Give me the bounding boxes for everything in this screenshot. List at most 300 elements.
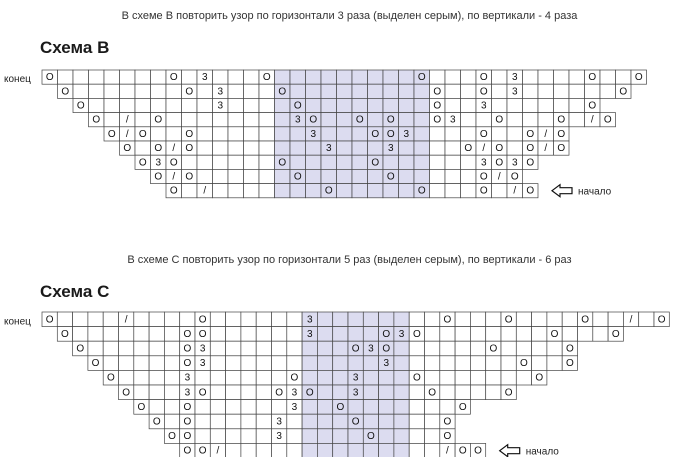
scheme-c-cell — [287, 443, 302, 457]
scheme-b-cell — [585, 84, 601, 98]
scheme-b-cell — [523, 113, 539, 127]
yarn-over-symbol: O — [91, 358, 100, 370]
scheme-c-cell — [302, 400, 317, 415]
scheme-c-cell — [639, 312, 654, 327]
scheme-b-cell — [461, 184, 477, 198]
scheme-c-cell — [363, 443, 378, 457]
scheme-c-cell — [302, 370, 317, 385]
scheme-c-cell — [241, 443, 256, 457]
scheme-b-cell — [461, 127, 477, 141]
scheme-c-cell — [210, 400, 225, 415]
scheme-c-cell — [226, 429, 241, 444]
scheme-c-cell — [317, 429, 332, 444]
scheme-c-cell — [425, 400, 440, 415]
scheme-c-cell — [470, 370, 485, 385]
yarn-over-symbol: O — [588, 100, 597, 112]
scheme-c-cell — [578, 327, 593, 342]
scheme-c-cell — [516, 327, 531, 342]
scheme-b-cell — [73, 70, 89, 84]
yarn-over-symbol: O — [351, 416, 360, 428]
scheme-b-cell — [321, 84, 337, 98]
scheme-c-cell — [363, 312, 378, 327]
scheme-c-cell — [608, 312, 623, 327]
yarn-over-symbol: O — [61, 86, 70, 98]
scheme-b-cell — [507, 113, 523, 127]
scheme-b-cell — [461, 70, 477, 84]
three-together-symbol: 3 — [352, 387, 359, 399]
scheme-c-cell — [363, 385, 378, 400]
yarn-over-symbol: O — [154, 114, 163, 126]
scheme-b-cell — [259, 127, 275, 141]
scheme-c-cell — [394, 443, 409, 457]
yarn-over-symbol: O — [443, 416, 452, 428]
yarn-over-symbol: O — [154, 143, 163, 155]
yarn-over-symbol: O — [198, 328, 207, 340]
scheme-c-cell — [348, 400, 363, 415]
scheme-b-cell — [197, 155, 213, 169]
scheme-b-cell — [290, 141, 306, 155]
scheme-b-cell — [399, 70, 415, 84]
scheme-c-cell — [532, 356, 547, 371]
scheme-c-cell — [287, 356, 302, 371]
scheme-c-cell — [425, 370, 440, 385]
scheme-c-cell — [532, 312, 547, 327]
scheme-c-cell — [317, 356, 332, 371]
scheme-b-cell — [476, 113, 492, 127]
scheme-b-cell — [120, 70, 136, 84]
scheme-b-cell — [337, 155, 353, 169]
yarn-over-symbol: O — [382, 343, 391, 355]
decrease-symbol: / — [172, 171, 176, 183]
scheme-c-cell — [470, 356, 485, 371]
scheme-b-cell — [554, 70, 570, 84]
scheme-b-cell — [166, 113, 182, 127]
scheme-b-cell — [228, 169, 244, 183]
scheme-c-cell — [532, 341, 547, 356]
scheme-b-cell — [430, 141, 446, 155]
scheme-b-cell — [569, 70, 585, 84]
yarn-over-symbol: O — [278, 157, 287, 169]
scheme-b-cell — [197, 141, 213, 155]
scheme-c-cell — [425, 356, 440, 371]
scheme-c-cell — [333, 327, 348, 342]
scheme-c-cell — [272, 443, 287, 457]
scheme-b-cell — [166, 127, 182, 141]
scheme-c-cell — [455, 370, 470, 385]
scheme-b-cell — [337, 169, 353, 183]
scheme-c-cell — [440, 327, 455, 342]
yarn-over-symbol: O — [504, 314, 513, 326]
yarn-over-symbol: O — [138, 157, 147, 169]
scheme-b-cell — [352, 169, 368, 183]
scheme-b-cell — [569, 98, 585, 112]
scheme-c-cell — [134, 341, 149, 356]
left-arrow-outline-icon — [552, 185, 572, 197]
scheme-b-chart — [4, 70, 647, 198]
scheme-c-cell — [333, 429, 348, 444]
scheme-c-cell — [394, 385, 409, 400]
scheme-b-cell — [213, 141, 229, 155]
yarn-over-symbol: O — [169, 157, 178, 169]
scheme-c-cell — [241, 341, 256, 356]
three-together-symbol: 3 — [383, 358, 390, 370]
decrease-symbol: / — [216, 445, 220, 457]
scheme-b-cell — [337, 84, 353, 98]
scheme-b-cell — [538, 70, 554, 84]
scheme-c-cell — [409, 341, 424, 356]
left-arrow-outline-icon — [500, 445, 520, 457]
yarn-over-symbol: O — [479, 185, 488, 197]
scheme-c-cell — [134, 385, 149, 400]
scheme-b-cell — [213, 169, 229, 183]
scheme-c-cell — [149, 370, 164, 385]
scheme-c-cell — [149, 356, 164, 371]
scheme-c-cell — [317, 341, 332, 356]
yarn-over-symbol: O — [479, 128, 488, 140]
scheme-b-cell — [538, 98, 554, 112]
yarn-over-symbol: O — [183, 343, 192, 355]
scheme-b-cell — [321, 155, 337, 169]
yarn-over-symbol: O — [474, 445, 482, 457]
scheme-c-cell — [394, 312, 409, 327]
scheme-c-cell — [57, 312, 72, 327]
scheme-c-cell — [256, 312, 271, 327]
decrease-symbol: / — [497, 171, 501, 183]
scheme-c-cell — [394, 400, 409, 415]
yarn-over-symbol: O — [76, 100, 85, 112]
scheme-c-cell — [470, 341, 485, 356]
scheme-c-cell — [272, 370, 287, 385]
scheme-b-cell — [290, 84, 306, 98]
scheme-c-cell — [256, 385, 271, 400]
scheme-c-cell — [287, 312, 302, 327]
scheme-c-cell — [226, 414, 241, 429]
scheme-b-cell — [492, 184, 508, 198]
scheme-c-cell — [409, 312, 424, 327]
yarn-over-symbol: O — [611, 328, 620, 340]
scheme-b-cell — [600, 84, 616, 98]
three-together-symbol: 3 — [291, 401, 298, 413]
scheme-b-cell — [507, 141, 523, 155]
scheme-b-cell — [569, 84, 585, 98]
yarn-over-symbol: O — [290, 372, 299, 384]
scheme-c-cell — [103, 312, 118, 327]
scheme-b-cell — [461, 155, 477, 169]
yarn-over-symbol: O — [122, 387, 131, 399]
scheme-c-cell — [470, 312, 485, 327]
scheme-c-cell — [470, 327, 485, 342]
scheme-c-cell — [287, 414, 302, 429]
three-together-symbol: 3 — [387, 143, 394, 155]
scheme-b-cell — [259, 141, 275, 155]
scheme-b-cell — [523, 84, 539, 98]
scheme-b-cell — [228, 141, 244, 155]
yarn-over-symbol: O — [458, 445, 467, 457]
scheme-c-cell — [149, 327, 164, 342]
scheme-b-cell — [275, 127, 291, 141]
scheme-c-cell — [440, 356, 455, 371]
scheme-b-cell — [383, 98, 399, 112]
decrease-symbol: / — [203, 185, 207, 197]
decrease-symbol: / — [482, 143, 486, 155]
yarn-over-symbol: O — [412, 328, 421, 340]
yarn-over-symbol: O — [123, 143, 132, 155]
scheme-c-end-label: конец — [4, 316, 31, 328]
scheme-b-cell — [352, 98, 368, 112]
scheme-b-cell — [166, 84, 182, 98]
scheme-c-cell — [394, 429, 409, 444]
scheme-b-cell — [89, 98, 105, 112]
scheme-c-cell — [363, 370, 378, 385]
three-together-symbol: 3 — [291, 387, 298, 399]
scheme-b-cell — [290, 127, 306, 141]
scheme-c-cell — [226, 385, 241, 400]
scheme-b-cell — [213, 113, 229, 127]
scheme-b-cell — [352, 155, 368, 169]
scheme-c-cell — [272, 327, 287, 342]
yarn-over-symbol: O — [550, 328, 559, 340]
scheme-b-cell — [73, 84, 89, 98]
yarn-over-symbol: O — [309, 114, 318, 126]
scheme-c-cell — [348, 327, 363, 342]
scheme-c-cell — [164, 400, 179, 415]
scheme-b-cell — [368, 184, 384, 198]
scheme-b-cell — [182, 113, 198, 127]
scheme-c-cell — [363, 356, 378, 371]
yarn-over-symbol: O — [45, 72, 54, 84]
scheme-c-cell — [317, 312, 332, 327]
decrease-symbol: / — [125, 128, 129, 140]
scheme-c-cell — [195, 414, 210, 429]
yarn-over-symbol: O — [433, 114, 442, 126]
scheme-b-cell — [275, 113, 291, 127]
scheme-c-cell — [164, 385, 179, 400]
yarn-over-symbol: O — [479, 72, 488, 84]
scheme-b-cell — [461, 84, 477, 98]
yarn-over-symbol: O — [479, 171, 488, 183]
yarn-over-symbol: O — [169, 185, 178, 197]
scheme-c-cell — [256, 370, 271, 385]
yarn-over-symbol: O — [138, 128, 147, 140]
scheme-c-cell — [425, 341, 440, 356]
yarn-over-symbol: O — [367, 431, 375, 443]
scheme-c-cell — [134, 370, 149, 385]
yarn-over-symbol: O — [185, 86, 194, 98]
yarn-over-symbol: O — [417, 185, 426, 197]
scheme-c-cell — [272, 356, 287, 371]
scheme-b-cell — [445, 127, 461, 141]
scheme-c-cell — [287, 429, 302, 444]
scheme-c-cell — [164, 312, 179, 327]
scheme-c-cell — [455, 385, 470, 400]
scheme-c-cell — [256, 327, 271, 342]
scheme-c-cell — [486, 312, 501, 327]
scheme-c-cell — [394, 414, 409, 429]
scheme-b-cell — [275, 141, 291, 155]
three-together-symbol: 3 — [199, 358, 206, 370]
scheme-b-cell — [104, 70, 120, 84]
scheme-b-cell — [244, 70, 260, 84]
scheme-c-cell — [210, 385, 225, 400]
three-together-symbol: 3 — [306, 328, 313, 340]
yarn-over-symbol: O — [183, 328, 192, 340]
scheme-b-cell — [120, 98, 136, 112]
scheme-c-cell — [119, 327, 134, 342]
scheme-b-cell — [337, 98, 353, 112]
scheme-c-cell — [210, 312, 225, 327]
yarn-over-symbol: O — [305, 387, 314, 399]
three-together-symbol: 3 — [310, 128, 317, 140]
three-together-symbol: 3 — [511, 72, 518, 84]
scheme-b-title: Схема В — [40, 38, 110, 57]
yarn-over-symbol: O — [183, 416, 192, 428]
scheme-c-cell — [379, 414, 394, 429]
scheme-b-cell — [244, 113, 260, 127]
scheme-c-cell — [333, 341, 348, 356]
yarn-over-symbol: O — [198, 314, 207, 326]
scheme-b-cell — [445, 98, 461, 112]
scheme-c-cell — [180, 312, 195, 327]
scheme-b-cell — [228, 127, 244, 141]
yarn-over-symbol: O — [198, 445, 207, 457]
scheme-c-cell — [440, 385, 455, 400]
yarn-over-symbol: O — [588, 72, 597, 84]
scheme-c-cell — [516, 341, 531, 356]
scheme-b-end-label: конец — [4, 74, 31, 86]
scheme-c-cell — [333, 414, 348, 429]
scheme-c-cell — [73, 327, 88, 342]
scheme-c-cell — [226, 312, 241, 327]
decrease-symbol: / — [124, 314, 128, 326]
scheme-c-cell — [440, 370, 455, 385]
scheme-b-cell — [492, 127, 508, 141]
scheme-c-cell — [119, 356, 134, 371]
yarn-over-symbol: O — [198, 387, 207, 399]
scheme-b-cell — [399, 155, 415, 169]
scheme-c-cell — [164, 327, 179, 342]
scheme-c-cell — [164, 414, 179, 429]
scheme-b-cell — [197, 84, 213, 98]
scheme-b-cell — [104, 84, 120, 98]
yarn-over-symbol: O — [152, 416, 161, 428]
yarn-over-symbol: O — [183, 431, 192, 443]
decrease-symbol: / — [544, 128, 548, 140]
scheme-c-cell — [532, 327, 547, 342]
scheme-b-cell — [399, 184, 415, 198]
scheme-b-cell — [414, 155, 430, 169]
yarn-over-symbol: O — [262, 72, 271, 84]
yarn-over-symbol: O — [510, 171, 519, 183]
scheme-b-cell — [182, 184, 198, 198]
scheme-c-cell — [241, 356, 256, 371]
scheme-b-cell — [337, 70, 353, 84]
yarn-over-symbol: O — [106, 372, 115, 384]
scheme-c-cell — [348, 429, 363, 444]
scheme-c-cell — [302, 341, 317, 356]
scheme-c-caption: В схеме С повторить узор по горизонтали 5 раз (выделен серым), по вертикали - 6 раз — [127, 254, 572, 266]
yarn-over-symbol: O — [355, 114, 364, 126]
scheme-c-cell — [562, 327, 577, 342]
scheme-c-cell — [210, 356, 225, 371]
scheme-c-cell — [226, 400, 241, 415]
scheme-b-cell — [228, 184, 244, 198]
scheme-b-cell — [368, 98, 384, 112]
scheme-b-cell — [244, 141, 260, 155]
scheme-b-cell — [321, 98, 337, 112]
scheme-b-cell — [306, 169, 322, 183]
scheme-c-cell — [103, 341, 118, 356]
scheme-b-cell — [352, 141, 368, 155]
scheme-c-cell — [226, 356, 241, 371]
scheme-b-cell — [259, 98, 275, 112]
scheme-b-cell — [523, 70, 539, 84]
scheme-b-cell — [275, 70, 291, 84]
scheme-c-cell — [317, 400, 332, 415]
yarn-over-symbol: O — [657, 314, 666, 326]
scheme-c-cell — [241, 327, 256, 342]
yarn-over-symbol: O — [351, 343, 360, 355]
scheme-b-cell — [430, 184, 446, 198]
scheme-b-cell — [430, 155, 446, 169]
scheme-c-cell — [88, 327, 103, 342]
scheme-c-cell — [287, 341, 302, 356]
three-together-symbol: 3 — [325, 143, 332, 155]
yarn-over-symbol: O — [557, 114, 566, 126]
scheme-b-cell — [523, 98, 539, 112]
scheme-c-cell — [256, 341, 271, 356]
scheme-b-cell — [213, 70, 229, 84]
scheme-c-cell — [149, 312, 164, 327]
scheme-c-cell — [302, 356, 317, 371]
scheme-b-cell — [352, 184, 368, 198]
three-together-symbol: 3 — [199, 343, 206, 355]
scheme-c-cell — [379, 370, 394, 385]
scheme-c-cell — [409, 429, 424, 444]
scheme-c-cell — [272, 341, 287, 356]
scheme-c-cell — [409, 414, 424, 429]
three-together-symbol: 3 — [184, 372, 191, 384]
scheme-c-cell — [516, 312, 531, 327]
scheme-b-cell — [461, 169, 477, 183]
yarn-over-symbol: O — [417, 72, 426, 84]
scheme-c-cell — [409, 443, 424, 457]
yarn-over-symbol: O — [169, 72, 178, 84]
scheme-b-cell — [430, 70, 446, 84]
three-together-symbol: 3 — [511, 157, 518, 169]
decrease-symbol: / — [513, 185, 517, 197]
scheme-b-cell — [414, 84, 430, 98]
scheme-c-cell — [134, 327, 149, 342]
scheme-c-cell — [333, 370, 348, 385]
scheme-c-cell — [425, 414, 440, 429]
yarn-over-symbol: O — [107, 128, 116, 140]
yarn-over-symbol: O — [293, 100, 302, 112]
scheme-c-cell — [88, 341, 103, 356]
scheme-b-cell — [492, 70, 508, 84]
scheme-b-cell — [368, 169, 384, 183]
scheme-c-cell — [379, 443, 394, 457]
scheme-c-cell — [501, 370, 516, 385]
scheme-c-cell — [164, 370, 179, 385]
scheme-c-cell — [195, 370, 210, 385]
scheme-c-cell — [119, 370, 134, 385]
scheme-c-cell — [516, 370, 531, 385]
scheme-b-cell — [368, 141, 384, 155]
scheme-c-cell — [256, 356, 271, 371]
scheme-c-cell — [317, 414, 332, 429]
yarn-over-symbol: O — [185, 128, 194, 140]
scheme-c-cell — [425, 327, 440, 342]
